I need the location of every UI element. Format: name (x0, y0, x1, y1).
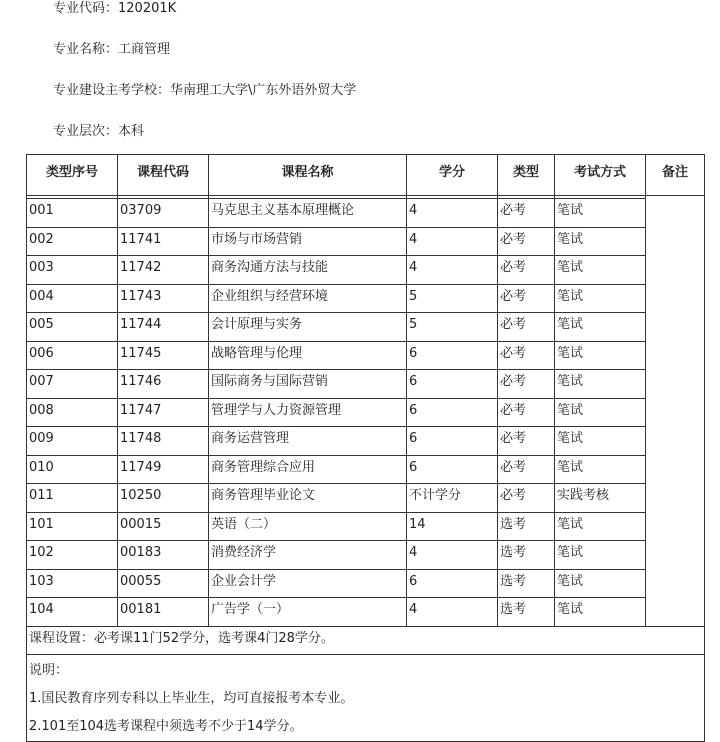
cell-course-name: 企业会计学 (209, 569, 407, 598)
cell-course-name: 管理学与人力资源管理 (209, 398, 407, 427)
cell-type-no: 011 (27, 484, 118, 513)
cell-exam-method: 实践考核 (555, 484, 646, 513)
cell-course-name: 商务管理综合应用 (209, 455, 407, 484)
header-remarks: 备注 (646, 155, 705, 196)
cell-course-name: 消费经济学 (209, 541, 407, 570)
cell-credits: 4 (407, 227, 498, 256)
cell-credits: 6 (407, 427, 498, 456)
table-row (27, 227, 705, 256)
cell-exam-method: 笔试 (555, 341, 646, 370)
notes-cell (27, 654, 705, 741)
cell-type: 必考 (498, 484, 555, 513)
cell-type-no: 008 (27, 398, 118, 427)
table-row (27, 541, 705, 570)
cell-exam-method: 笔试 (555, 455, 646, 484)
cell-type: 必考 (498, 398, 555, 427)
cell-credits: 6 (407, 569, 498, 598)
table-row (27, 598, 705, 627)
cell-type: 选考 (498, 598, 555, 627)
cell-course-code: 11748 (118, 427, 209, 456)
cell-course-code: 11743 (118, 284, 209, 313)
cell-credits: 5 (407, 313, 498, 342)
cell-course-code: 11741 (118, 227, 209, 256)
major-name: 专业名称：工商管理 (53, 42, 171, 57)
table-row (27, 455, 705, 484)
header-course-name: 课程名称 (209, 155, 407, 196)
table-row (27, 284, 705, 313)
table-header-row (27, 155, 705, 196)
cell-type: 必考 (498, 199, 555, 228)
header-exam-method: 考试方式 (555, 155, 646, 196)
cell-type-no: 104 (27, 598, 118, 627)
cell-type-no: 101 (27, 512, 118, 541)
cell-type: 必考 (498, 256, 555, 285)
major-code: 专业代码：120201K (53, 1, 177, 16)
cell-course-code: 00055 (118, 569, 209, 598)
cell-course-name: 商务管理毕业论文 (209, 484, 407, 513)
cell-course-code: 00015 (118, 512, 209, 541)
cell-type: 必考 (498, 427, 555, 456)
cell-course-name: 会计原理与实务 (209, 313, 407, 342)
cell-course-name: 马克思主义基本原理概论 (209, 199, 407, 228)
remarks-cell (646, 196, 705, 627)
cell-course-name: 战略管理与伦理 (209, 341, 407, 370)
cell-type: 必考 (498, 227, 555, 256)
header-credits: 学分 (407, 155, 498, 196)
cell-exam-method: 笔试 (555, 256, 646, 285)
cell-type: 必考 (498, 313, 555, 342)
cell-exam-method: 笔试 (555, 227, 646, 256)
cell-type-no: 103 (27, 569, 118, 598)
cell-exam-method: 笔试 (555, 313, 646, 342)
course-summary: 课程设置：必考课11门52学分，选考课4门28学分。 (27, 626, 705, 654)
cell-exam-method: 笔试 (555, 512, 646, 541)
table-row (27, 256, 705, 285)
cell-type: 必考 (498, 455, 555, 484)
cell-credits: 14 (407, 512, 498, 541)
cell-credits: 不计学分 (407, 484, 498, 513)
cell-course-code: 00183 (118, 541, 209, 570)
cell-course-code: 11746 (118, 370, 209, 399)
note-line: 2.101至104选考课程中须选考不少于14学分。 (29, 718, 303, 734)
cell-course-name: 商务沟通方法与技能 (209, 256, 407, 285)
table-row (27, 199, 705, 228)
cell-type-no: 009 (27, 427, 118, 456)
notes-row (27, 654, 705, 741)
cell-course-name: 企业组织与经营环境 (209, 284, 407, 313)
cell-course-code: 11744 (118, 313, 209, 342)
cell-course-code: 11747 (118, 398, 209, 427)
cell-type: 选考 (498, 541, 555, 570)
cell-exam-method: 笔试 (555, 370, 646, 399)
cell-course-code: 11749 (118, 455, 209, 484)
cell-type-no: 010 (27, 455, 118, 484)
cell-exam-method: 笔试 (555, 569, 646, 598)
cell-credits: 4 (407, 598, 498, 627)
course-table (26, 154, 705, 742)
cell-exam-method: 笔试 (555, 199, 646, 228)
cell-type-no: 003 (27, 256, 118, 285)
cell-credits: 6 (407, 398, 498, 427)
cell-type-no: 004 (27, 284, 118, 313)
cell-type: 必考 (498, 341, 555, 370)
table-row (27, 341, 705, 370)
cell-credits: 6 (407, 455, 498, 484)
cell-course-name: 市场与市场营销 (209, 227, 407, 256)
cell-exam-method: 笔试 (555, 427, 646, 456)
cell-type: 选考 (498, 512, 555, 541)
cell-credits: 4 (407, 256, 498, 285)
cell-course-code: 10250 (118, 484, 209, 513)
cell-credits: 4 (407, 541, 498, 570)
cell-type-no: 007 (27, 370, 118, 399)
cell-course-name: 商务运营管理 (209, 427, 407, 456)
cell-type-no: 002 (27, 227, 118, 256)
cell-credits: 4 (407, 199, 498, 228)
table-row (27, 569, 705, 598)
table-row (27, 484, 705, 513)
cell-exam-method: 笔试 (555, 398, 646, 427)
cell-course-name: 广告学（一） (209, 598, 407, 627)
table-row (27, 313, 705, 342)
notes-title: 说明： (29, 662, 69, 678)
cell-type-no: 006 (27, 341, 118, 370)
cell-exam-method: 笔试 (555, 541, 646, 570)
cell-course-code: 00181 (118, 598, 209, 627)
cell-type-no: 001 (27, 199, 118, 228)
cell-course-name: 国际商务与国际营销 (209, 370, 407, 399)
cell-course-code: 11745 (118, 341, 209, 370)
major-school: 专业建设主考学校：华南理工大学\广东外语外贸大学 (53, 83, 357, 98)
header-type-no: 类型序号 (27, 155, 118, 196)
cell-credits: 6 (407, 370, 498, 399)
cell-exam-method: 笔试 (555, 598, 646, 627)
table-row (27, 398, 705, 427)
cell-type: 必考 (498, 370, 555, 399)
header-type: 类型 (498, 155, 555, 196)
cell-course-code: 03709 (118, 199, 209, 228)
cell-credits: 5 (407, 284, 498, 313)
cell-course-name: 英语（二） (209, 512, 407, 541)
cell-type-no: 005 (27, 313, 118, 342)
cell-type: 选考 (498, 569, 555, 598)
note-line: 1.国民教育序列专科以上毕业生，均可直接报考本专业。 (29, 690, 354, 706)
table-row (27, 427, 705, 456)
cell-credits: 6 (407, 341, 498, 370)
table-row (27, 370, 705, 399)
cell-type-no: 102 (27, 541, 118, 570)
summary-row (27, 626, 705, 654)
cell-type: 必考 (498, 284, 555, 313)
header-course-code: 课程代码 (118, 155, 209, 196)
cell-exam-method: 笔试 (555, 284, 646, 313)
cell-course-code: 11742 (118, 256, 209, 285)
table-row (27, 512, 705, 541)
major-level: 专业层次：本科 (53, 124, 145, 139)
